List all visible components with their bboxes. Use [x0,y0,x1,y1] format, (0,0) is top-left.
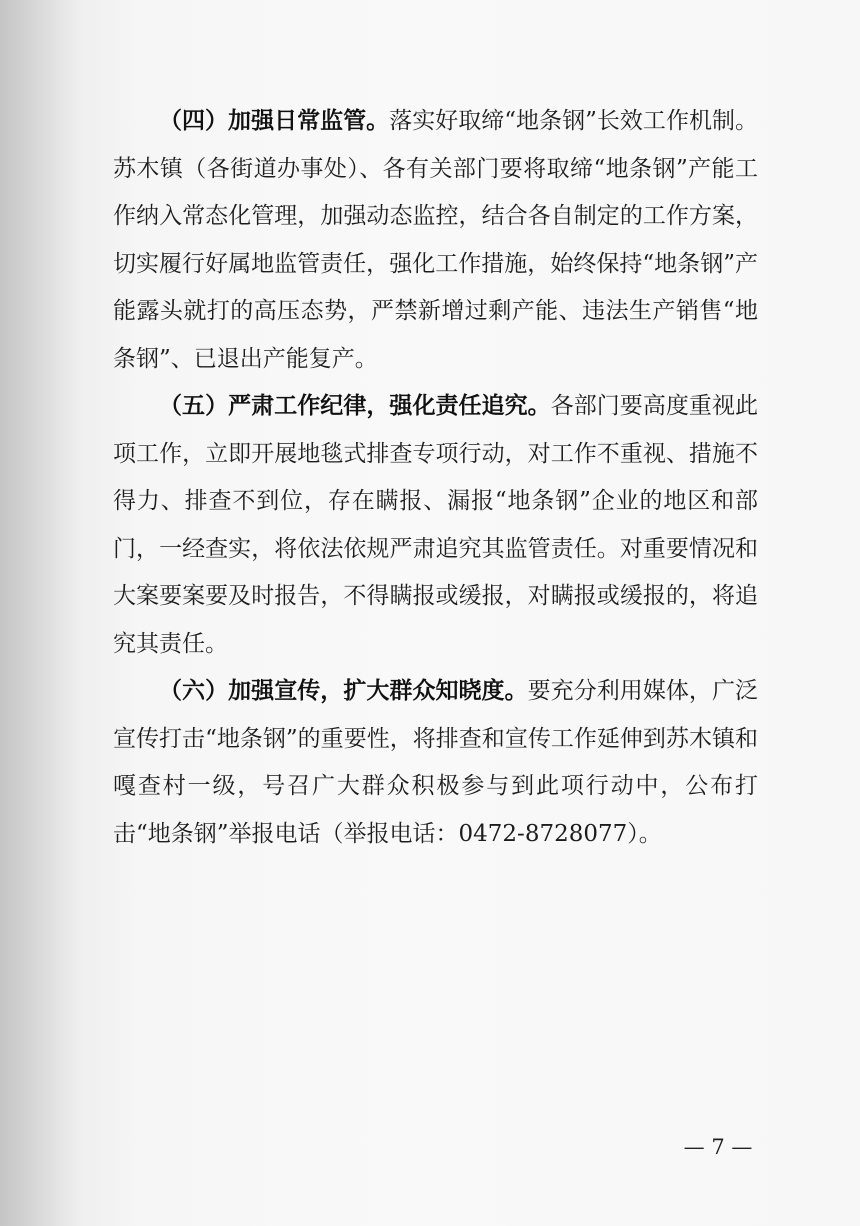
page-number: — 7 — [683,1135,753,1159]
document-body [113,98,758,858]
paragraph-text: 要充分利用媒体，广泛宣传打击“地条钢”的重要性，将排查和宣传工作延伸到苏木镇和嘎查村一级，号召广大群众积极参与到此项行动中，公布打击“地条钢”举报电话（举报电话：0472-8728077）。 [113,678,759,847]
paragraph-work-discipline [113,383,758,668]
paragraph-text: 各部门要高度重视此项工作，立即开展地毯式排查专项行动，对工作不重视、措施不得力、排查不到位，存在瞒报、漏报“地条钢”企业的地区和部门，一经查实，将依法依规严肃追究其监管责任。对重要情况和大案要案要及时报告，不得瞒报或缓报，对瞒报或缓报的，将追究其责任。 [113,393,759,657]
scan-edge-shadow [0,0,80,1226]
paragraph-heading: （四）加强日常监管。 [159,108,390,134]
paragraph-publicity [113,668,758,858]
paragraph-text: 落实好取缔“地条钢”长效工作机制。苏木镇（各街道办事处）、各有关部门要将取缔“地条钢”产能工作纳入常态化管理，加强动态监控，结合各自制定的工作方案，切实履行好属地监管责任，强化工作措施，始终保持“地条钢”产能露头就打的高压态势，严禁新增过剩产能、违法生产销售“地条钢”、已退出产能复产。 [113,108,758,372]
paragraph-heading: （五）严肃工作纪律，强化责任追究。 [159,393,551,419]
paragraph-daily-supervision [113,98,758,383]
paragraph-heading: （六）加强宣传，扩大群众知晓度。 [159,678,528,704]
